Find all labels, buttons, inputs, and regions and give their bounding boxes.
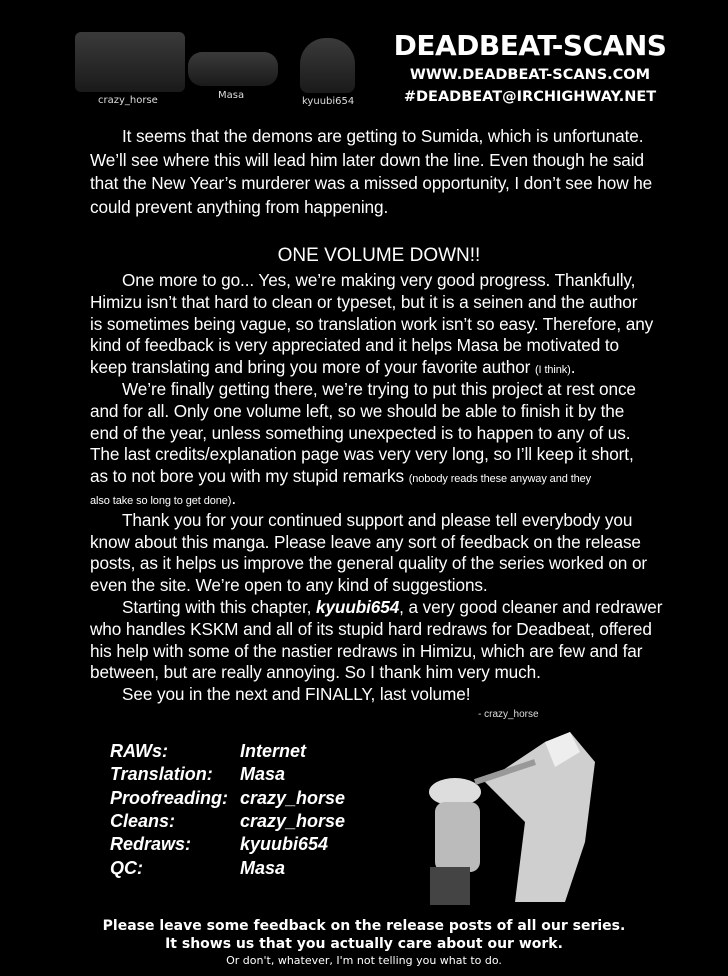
footer-line: Or don't, whatever, I'm not telling you what to do. (226, 954, 502, 967)
line-text: is sometimes being vague, so translation work isn’t so easy. Therefore, any (90, 313, 654, 334)
line-text: even the site. We’re open to any kind of suggestions. (90, 575, 488, 596)
line-text: , a very good cleaner and redrawer (399, 597, 663, 617)
paragraph-line (90, 357, 575, 380)
aside-text: also take so long to get done) (90, 495, 232, 507)
paragraph-line (90, 619, 652, 639)
line-text: end of the year, unless something unexpected is to happen to any of us. (90, 422, 631, 443)
line-text: . (570, 357, 576, 378)
credit-role: Redraws: (110, 834, 192, 855)
line-text: his help with some of the nastier redraws in Himizu, which are few and far (90, 640, 643, 661)
line-text: The last credits/explanation page was very very long, so I’ll keep it short, (90, 444, 634, 465)
paragraph-line (122, 379, 636, 399)
paragraph-line (90, 292, 637, 312)
paragraph-line: could prevent anything from happening. (90, 196, 389, 217)
credit-row (110, 787, 346, 809)
irc-channel: #DEADBEAT@IRCHIGHWAY.NET (403, 89, 657, 105)
manga-illustration (395, 722, 635, 907)
paragraph-line: that the New Year’s murderer was a missed opportunity, I don’t see how he (90, 173, 653, 193)
credit-role: Cleans: (110, 810, 176, 831)
paragraph-line (90, 335, 619, 355)
credit-role: RAWs: (110, 741, 168, 761)
credit-name: Masa (240, 764, 286, 785)
credit-role: Proofreading: (110, 787, 229, 808)
paragraph-line (90, 532, 641, 552)
footer-line: Please leave some feedback on the release posts of all our series. (102, 918, 626, 934)
line-text: . (231, 488, 237, 508)
paragraph-line (90, 662, 541, 682)
paragraph-line: We’ll see where this will lead him later down the line. Even though he said (90, 149, 644, 170)
paragraph-line (122, 510, 632, 530)
line-text: Starting with this chapter, (122, 597, 316, 617)
line-text: We’re finally getting there, we’re trying to put this project at rest once (122, 379, 636, 399)
line-text: who handles KSKM and all of its stupid hard redraws for Deadbeat, offered (90, 618, 652, 639)
line-text: between, but are really annoying. So I thank him very much. (90, 662, 541, 683)
avatar-label: kyuubi654 (302, 96, 355, 107)
paragraph-line (90, 466, 591, 489)
line-text: keep translating and bring you more of your favorite author (90, 357, 535, 378)
credit-row (110, 834, 329, 855)
soldier-icon (300, 38, 355, 93)
line-text: posts, as it helps us improve the general quality of the series worked on or (90, 553, 648, 574)
credit-name: Masa (240, 857, 286, 878)
credit-name: crazy_horse (240, 787, 346, 808)
footer-line: It shows us that you actually care about our work. (165, 936, 563, 952)
paragraph-line (90, 401, 624, 421)
credit-row (110, 810, 346, 832)
paragraph-line (90, 553, 647, 573)
website-link[interactable]: WWW.DEADBEAT-SCANS.COM (409, 67, 651, 83)
credit-role: Translation: (110, 764, 213, 785)
paragraph-line (122, 684, 470, 704)
avatar-label: Masa (218, 90, 245, 101)
paragraph-line (90, 423, 630, 443)
line-text: and for all. Only one volume left, so we should be able to finish it by the (90, 400, 625, 421)
paragraph-line (122, 270, 635, 290)
line-text: know about this manga. Please leave any sort of feedback on the release (90, 531, 641, 552)
credit-row (110, 764, 286, 785)
line-text: Himizu isn’t that hard to clean or typeset, but it is a seinen and the author (90, 291, 638, 312)
horse-head-icon (75, 32, 185, 92)
line-text: See you in the next and FINALLY, last volume! (122, 684, 471, 705)
paragraph-line (90, 488, 236, 511)
group-name: DEADBEAT-SCANS (393, 29, 667, 62)
highlighted-name: kyuubi654 (316, 597, 400, 617)
signature: - crazy_horse (478, 709, 539, 720)
credit-role: QC: (110, 857, 143, 878)
paragraph-line (90, 641, 642, 661)
paragraph-line: It seems that the demons are getting to Sumida, which is unfortunate. (122, 126, 644, 146)
credit-row (110, 741, 307, 762)
credit-name: Internet (240, 741, 307, 761)
avatar-label: crazy_horse (98, 95, 158, 106)
line-text: One more to go... Yes, we’re making very good progress. Thankfully, (122, 270, 636, 290)
aside-text: (nobody reads these anyway and they (408, 473, 592, 486)
race-car-icon (188, 52, 278, 86)
paragraph-line (90, 444, 634, 464)
credit-name: kyuubi654 (240, 834, 329, 855)
section-heading: ONE VOLUME DOWN!! (277, 245, 481, 266)
line-text: kind of feedback is very appreciated and it helps Masa be motivated to (90, 335, 619, 356)
credit-name: crazy_horse (240, 810, 346, 831)
line-text: Thank you for your continued support and please tell everybody you (122, 509, 633, 530)
paragraph-line (90, 314, 653, 334)
aside-text: (I think) (534, 364, 571, 377)
paragraph-line (90, 575, 488, 595)
paragraph-line (122, 597, 662, 617)
line-text: as to not bore you with my stupid remarks (90, 466, 409, 487)
credit-row (110, 857, 286, 879)
